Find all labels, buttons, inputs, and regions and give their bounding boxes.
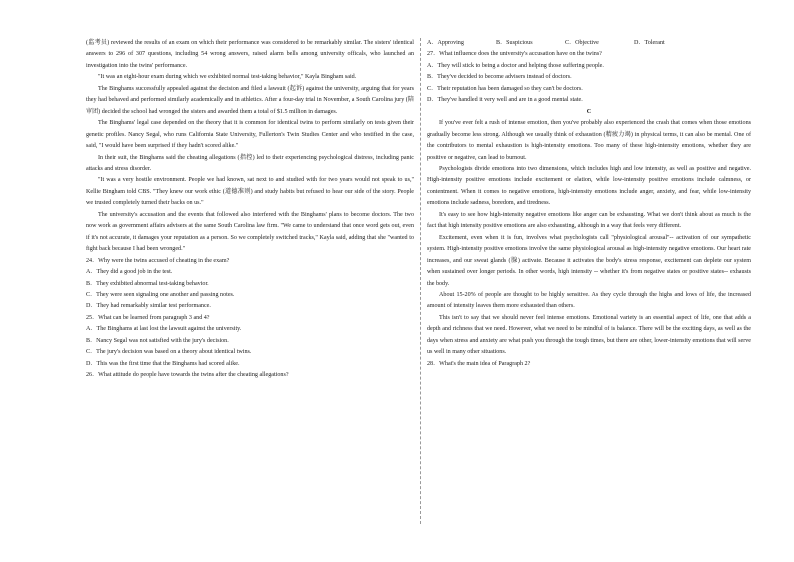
- passage-paragraph: It's easy to see how high-intensity negative emotions like anger can be exhausting. What we don't think about as much is the fact that high intensity positive emotions are also exhausting, although in a way that feels very different.: [427, 211, 751, 230]
- section-heading: C: [586, 108, 592, 115]
- answer-option: D．Tolerant: [634, 40, 665, 46]
- question-26-options: [427, 38, 751, 49]
- left-column: [86, 38, 414, 382]
- passage-paragraph: Excitement, even when it is fun, involves what psychologists call "physiological arousal"-- activation of our sympathetic system. High-intensity positive emotions involve the same physiological arousal as high-intensity negative emotions. Our heart rate increases, and our sweat glands (腺) activate. Because it activates the body's stress response, excitement can deplete our system when sustained over longer periods. In other words, high intensity -- whether it's from negative states or positive states-- exhausts the body.: [427, 234, 751, 287]
- right-column: [427, 38, 751, 370]
- answer-option: B．Nancy Segal was not satisfied with the jury's decision.: [86, 337, 229, 344]
- answer-option: C．Objective: [565, 40, 599, 46]
- answer-option: A．Approving: [427, 40, 464, 46]
- column-divider: [420, 38, 421, 524]
- passage-paragraph: (监考员) reviewed the results of an exam on which their performance was considered to be remarkably similar. The sisters' identical answers to 296 of 307 questions, including 54 wrong answers, raised alarm bells among university officals, who launched an investigation into the twins' performance.: [86, 40, 414, 69]
- answer-option: A．They did a good job in the test.: [86, 269, 173, 276]
- passage-paragraph: "It was an eight-hour exam during which we exhibited normal test-taking behavior," Kayla Bingham said.: [98, 74, 357, 81]
- answer-option: B．They exhibited abnormal test-taking behavior.: [86, 280, 209, 287]
- question-26: 26．What attitude do people have towards the twins after the cheating allegations?: [86, 372, 289, 379]
- passage-paragraph: About 15-20% of people are thought to be highly sensitive. As they cycle through the highs and lows of life, the increased amount of intensity leaves them more exhausted than others.: [427, 291, 751, 310]
- answer-option: A．They will stick to being a doctor and helping those suffering people.: [427, 62, 604, 69]
- answer-option: B．They've decided to become advisers instead of doctors.: [427, 74, 572, 81]
- answer-option: C．They were seen signaling one another and passing notes.: [86, 291, 235, 298]
- passage-paragraph: In their suit, the Binghams said the cheating allegations (指控) led to their experiencing psychological distress, including panic attacks and stress disorder.: [86, 154, 414, 172]
- answer-option: C．The jury's decision was based on a theory about identical twins.: [86, 349, 252, 356]
- answer-option: D．They had remarkably similar test performance.: [86, 303, 211, 310]
- answer-option: A．The Binghams at last lost the lawsuit against the university.: [86, 326, 242, 333]
- passage-paragraph: If you've ever felt a rush of intense emotion, then you've probably also experienced the crash that comes when those emotions gradually become less strong. Although we usually think of exhaustion (精疲力竭) in physical terms, it can also be mental. One of the contributors to mental exhaustion is high-intensity emotions. Too many of these high-intensity emotions, whether they are positive or negative, can lead to burnout.: [427, 120, 751, 161]
- answer-option: C．Their reputation has been damaged so they can't be doctors.: [427, 85, 583, 92]
- passage-paragraph: This isn't to say that we should never feel intense emotions. Emotional variety is an essential aspect of life, one that adds a depth and richness that we need. However, what we need to be mindful of is balance. There will be the exciting days, as well as the days when stress and anxiety are what push you through the tough times, but there are other, lower-intensity emotions that will serve us well in many other situations.: [427, 314, 751, 356]
- answer-option: B．Suspicious: [496, 40, 533, 46]
- question-24: 24．Why were the twins accused of cheating in the exam?: [86, 257, 230, 264]
- passage-paragraph: The university's accusation and the events that followed also interfered with the Binghams' plans to become doctors. The two now work as government affairs advisers at the same South Carolina law firm. "We came to understand that once word gets out, even if it's not accurate, it damages your reputation as a person. So we completely switched tracks," Kayla said, adding that she "wanted to fight back because I had been wronged.": [86, 211, 414, 253]
- passage-paragraph: Psychologists divide emotions into two dimensions, which includes high and low intensity, as well as positive and negative. High-intensity positive emotions include excitement or elation, while low-intensity positive emotions include calmness, or contentment. When it comes to negative emotions, high-intensity emotions include anger, anxiety, and fear, while low-intensity emotions include sadness, boredom, and tiredness.: [427, 165, 751, 207]
- passage-paragraph: "It was a very hostile environment. People we had known, sat next to and studied with for two years would not speak to us," Kellie Bingham told CBS. "They knew our work ethic (道德准则) and study habits but refused to hear our side of the story. People we trusted completely turned their backs on us.": [86, 177, 414, 207]
- answer-option: D．They've handled it very well and are in a good mental state.: [427, 97, 583, 104]
- question-25: 25．What can be learned from paragraph 3 and 4?: [86, 314, 210, 321]
- answer-option: D．This was the first time that the Binghams had scored alike.: [86, 360, 240, 367]
- passage-paragraph: The Binghams successfully appealed against the decision and filed a lawsuit (起诉) against the university, arguing that for years they had behaved and performed similarly academically and in athletics. After a four-day trial in November, a South Carolina jury (陪审团) decided the school had wronged the sisters and awarded them a total of $1.5 million in damages.: [86, 85, 414, 115]
- question-28: 28．What's the main idea of Paragraph 2?: [427, 360, 531, 367]
- question-27: 27．What influence does the university's accusation have on the twins?: [427, 51, 602, 58]
- passage-paragraph: The Binghams' legal case depended on the theory that it is common for identical twins to perform similarly on tests given their genetic profiles. Nancy Segal, who runs California State University, Fullerton's Twin Studies Center and who testified in the case, said, "I would have been surprised if they hadn't scored alike.": [86, 120, 414, 150]
